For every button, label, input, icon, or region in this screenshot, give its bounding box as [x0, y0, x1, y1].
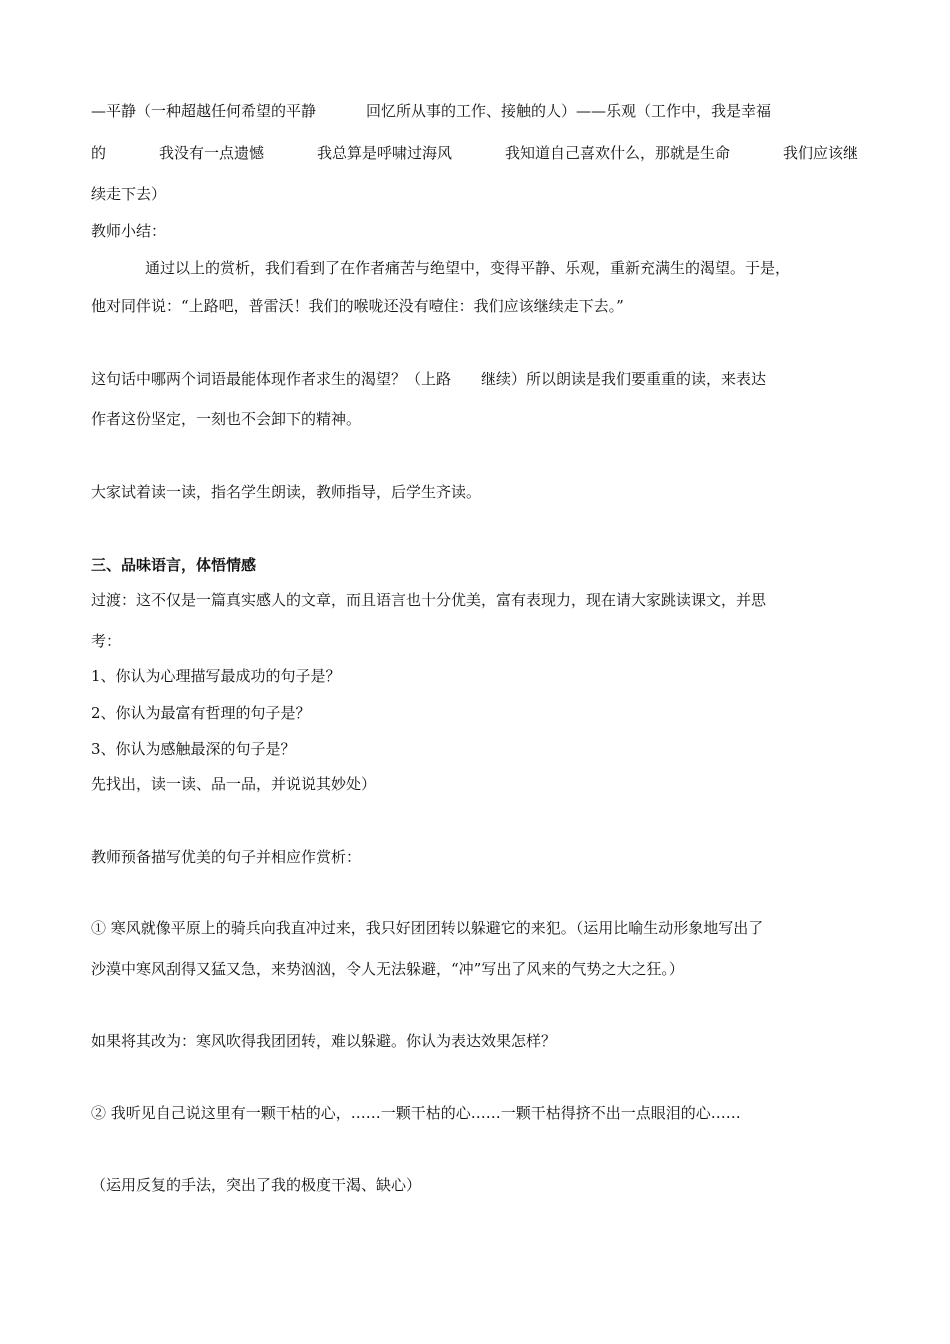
- instruction-line: 先找出，读一读、品一品，并说说其妙处）: [91, 775, 377, 793]
- question-line: 这句话中哪两个词语最能体现作者求生的渴望？（上路 继续）所以朗读是我们要重重的读，来表达: [91, 370, 767, 388]
- text-segment: —平静（一种超越任何希望的平静: [91, 102, 317, 120]
- text-segment: 我总算是呼啸过海风: [316, 144, 452, 162]
- example-question: 如果将其改为：寒风吹得我团团转，难以躲避。你认为表达效果怎样？: [91, 1032, 557, 1050]
- question-line: 作者这份坚定，一刻也不会卸下的精神。: [91, 410, 362, 428]
- text-segment: 我们应该继: [782, 144, 858, 162]
- question-item: 1、你认为心理描写最成功的句子是？: [91, 667, 341, 685]
- summary-line: 他对同伴说：“上路吧，普雷沃！我们的喉咙还没有噎住：我们应该继续走下去。”: [91, 297, 624, 315]
- teacher-note: 教师预备描写优美的句子并相应作赏析：: [91, 848, 362, 866]
- text-segment: 我知道自己喜欢什么，那就是生命: [504, 144, 730, 162]
- question-item: 3、你认为感触最深的句子是？: [91, 740, 296, 758]
- example-line: ① 寒风就像平原上的骑兵向我直冲过来，我只好团团转以躲避它的来犯。（运用比喻生动形象地写出了: [91, 919, 764, 937]
- transition-line: 过渡：这不仅是一篇真实感人的文章，而且语言也十分优美，富有表现力，现在请大家跳读课文，并思: [91, 591, 767, 609]
- text-line: [91, 143, 858, 163]
- text-segment: 回忆所从事的工作、接触的人）——乐观（工作中，我是幸福: [366, 102, 772, 120]
- transition-line: 考：: [91, 632, 122, 650]
- example-note: （运用反复的手法，突出了我的极度干渴、缺心）: [91, 1176, 422, 1194]
- section-title: 三、品味语言，体悟情感: [91, 556, 257, 574]
- summary-line: 通过以上的赏析，我们看到了在作者痛苦与绝望中，变得平静、乐观，重新充满生的渴望。于是，: [145, 259, 791, 277]
- text-segment: 我没有一点遗憾: [158, 144, 264, 162]
- text-line: [91, 101, 771, 121]
- text-segment: 的: [91, 144, 107, 162]
- question-item: 2、你认为最富有哲理的句子是？: [91, 704, 311, 722]
- reading-instruction: 大家试着读一读，指名学生朗读，教师指导，后学生齐读。: [91, 483, 482, 501]
- text-line: 续走下去）: [91, 185, 167, 203]
- example-line: ② 我听见自己说这里有一颗干枯的心，……一颗干枯的心……一颗干枯得挤不出一点眼泪的心……: [91, 1104, 741, 1122]
- example-line: 沙漠中寒风刮得又猛又急，来势汹汹，令人无法躲避，“冲”写出了风来的气势之大之狂。）: [91, 960, 684, 978]
- summary-heading: 教师小结：: [91, 222, 167, 240]
